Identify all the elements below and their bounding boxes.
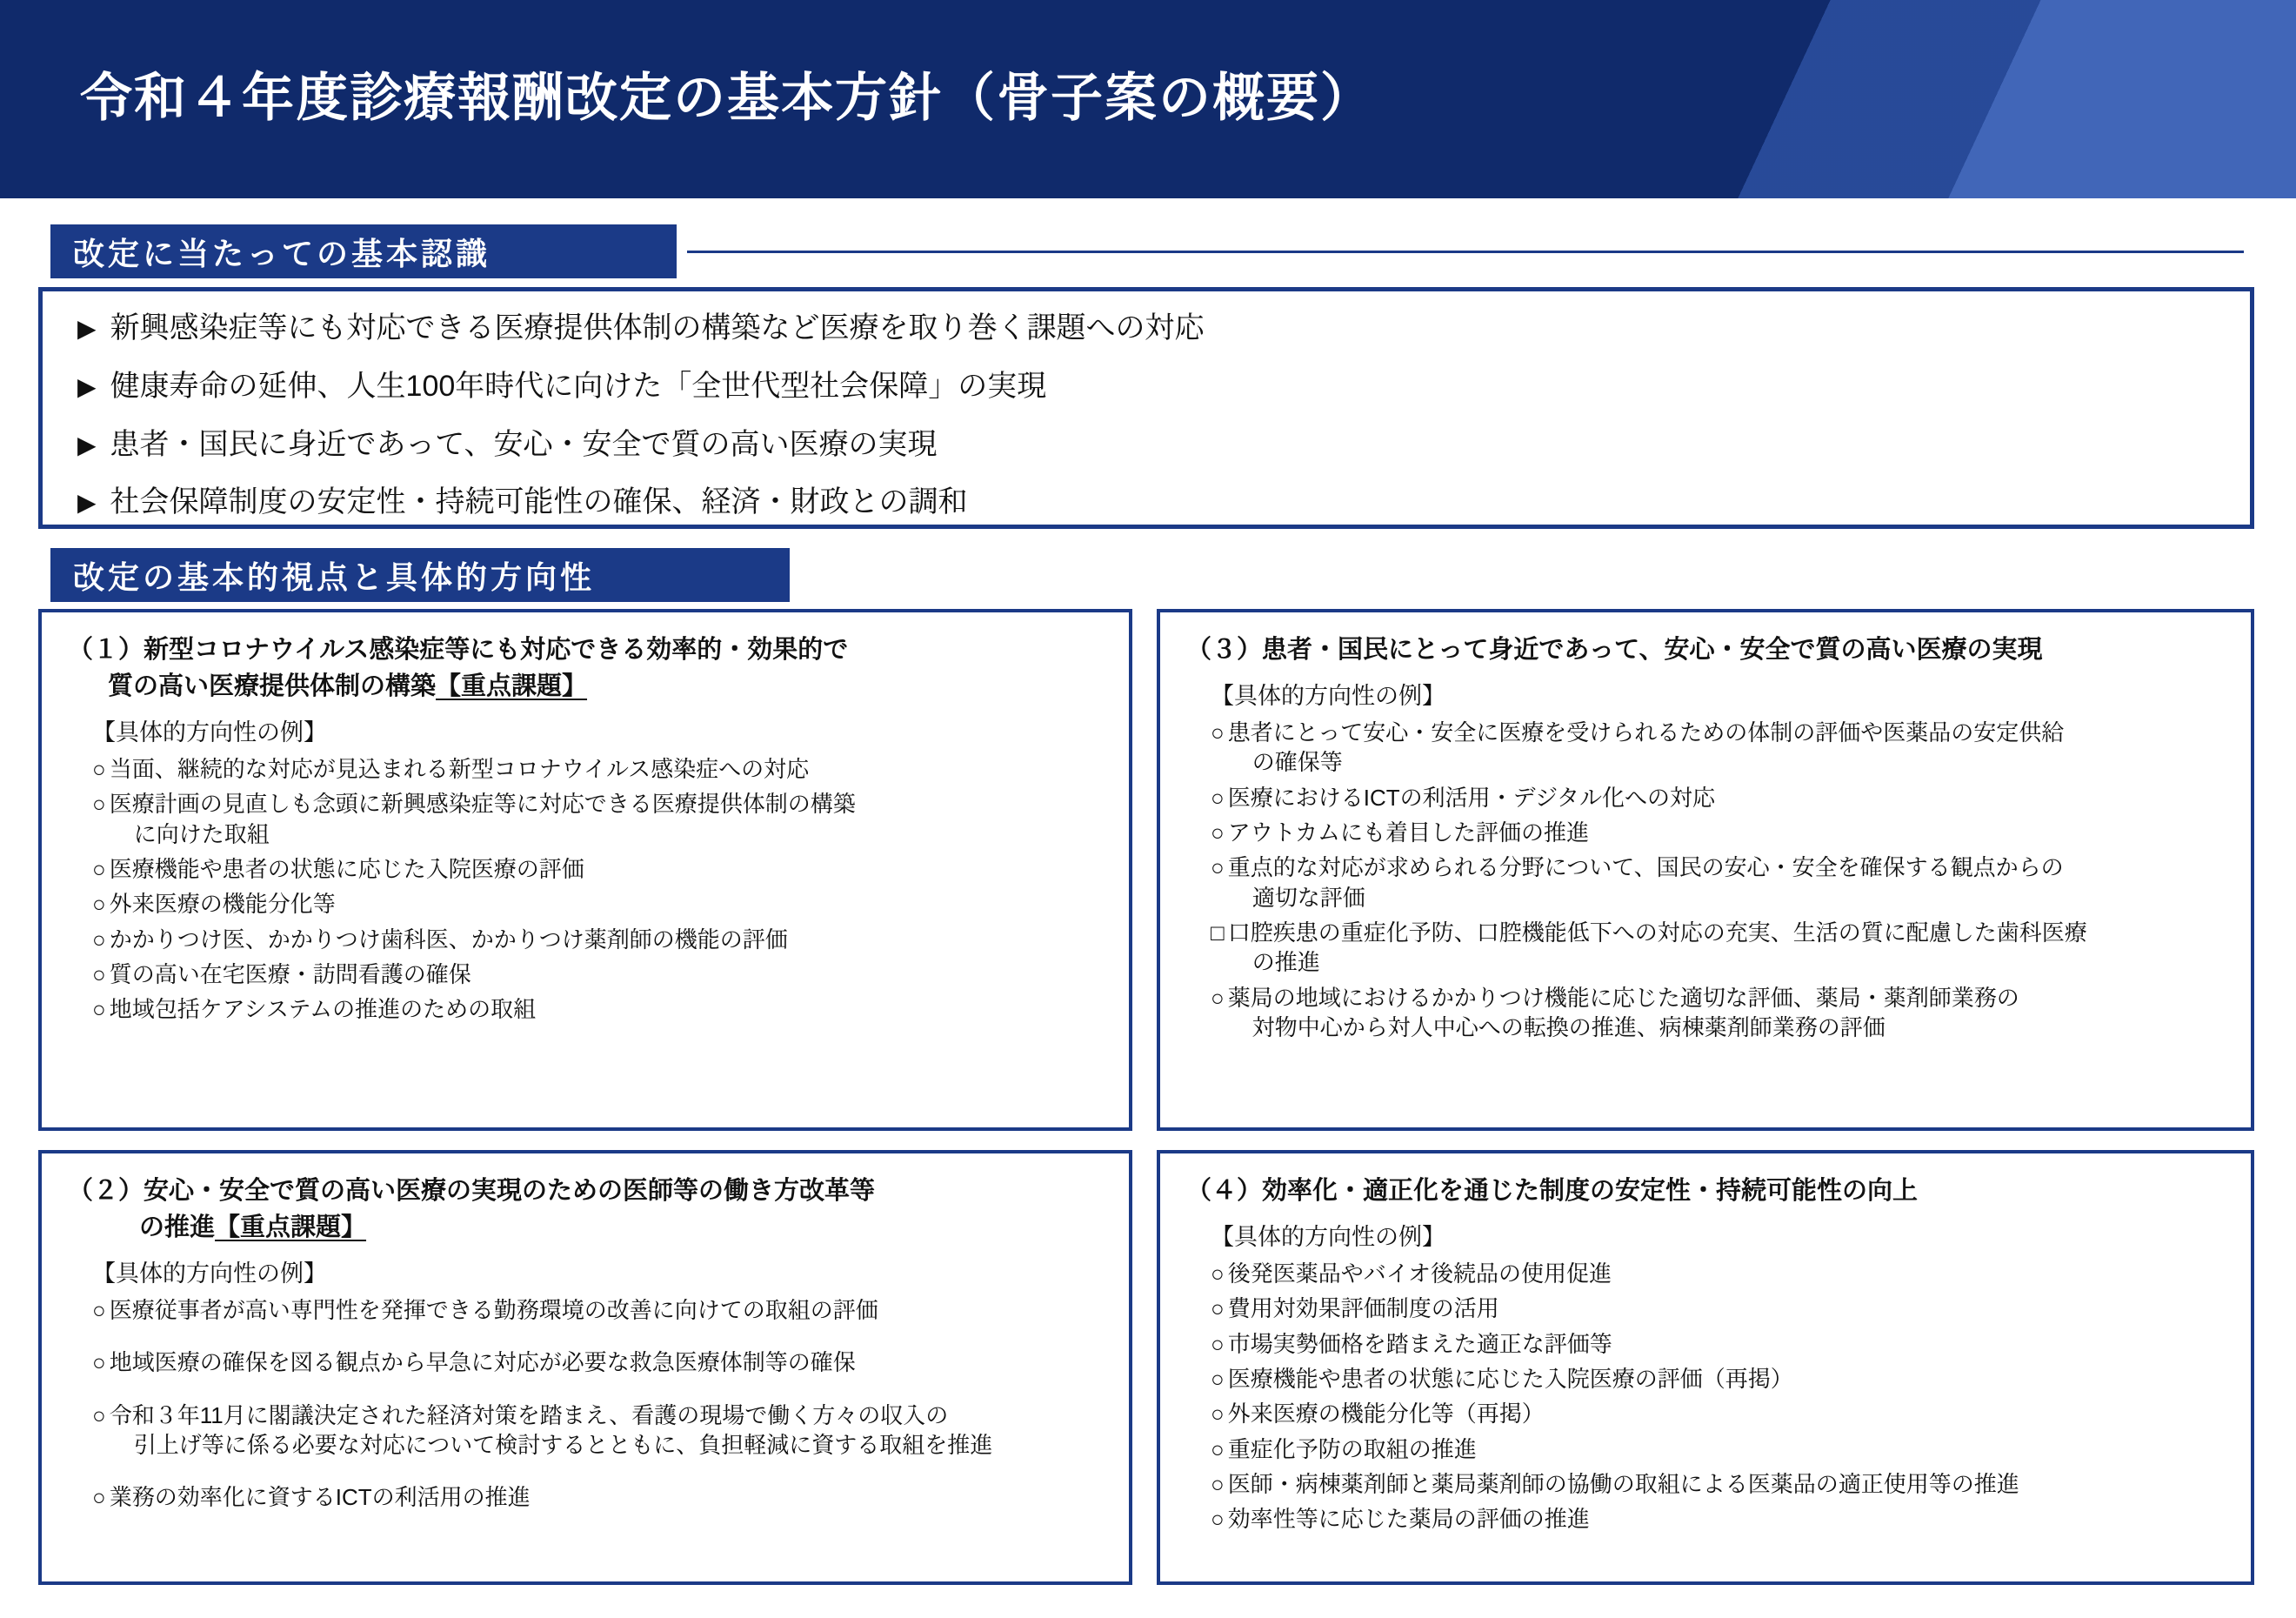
section-heading-basic-recognition: 改定に当たっての基本認識 [50,224,677,278]
examples-label: 【具体的方向性の例】 [1211,683,1445,710]
panel-title [68,632,1106,705]
circle-bullet-icon: ○ [92,756,106,783]
list-item-label: 患者にとって安心・安全に医療を受けられるための体制の評価や医薬品の安定供給 の確保等 [1227,719,2065,776]
list-item [92,994,1106,1024]
list-item-label: アウトカムにも着目した評価の推進 [1227,819,1589,846]
list-item-label: 市場実勢価格を踏まえた適正な評価等 [1227,1330,1612,1357]
list-item [1211,1469,2228,1499]
examples-label: 【具体的方向性の例】 [92,719,327,746]
circle-bullet-icon: ○ [92,1349,106,1376]
circle-bullet-icon: ○ [92,1297,106,1324]
panel-title [1186,1173,2228,1209]
list-item [1211,1294,2228,1323]
list-item [1211,1364,2228,1394]
circle-bullet-icon: ○ [1211,1435,1225,1462]
page-title: 令和４年度診療報酬改定の基本方針（骨子案の概要） [80,69,1374,127]
square-bullet-icon: □ [1211,919,1225,946]
circle-bullet-icon: ○ [92,1401,106,1428]
list-item [1211,718,2228,778]
bullet-list [68,754,1106,1025]
circle-bullet-icon: ○ [92,960,106,987]
list-item-label: 新興感染症等にも対応できる医療提供体制の構築など医療を取り巻く課題への対応 [110,311,1205,344]
list-item [77,369,2215,404]
panel-viewpoint-4 [1157,1150,2254,1585]
list-item-label: 質の高い在宅医療・訪問看護の確保 [109,960,471,987]
list-item-label: 医療従事者が高い専門性を発揮できる勤務環境の改善に向けての取組の評価 [109,1297,878,1324]
list-item-label: 医師・病棟薬剤師と薬局薬剤師の協働の取組による医薬品の適正使用等の推進 [1227,1470,2019,1497]
circle-bullet-icon: ○ [92,891,106,918]
circle-bullet-icon: ○ [92,1484,106,1511]
list-item [92,789,1106,849]
list-item [1211,1504,2228,1534]
list-item [92,854,1106,884]
list-item-label: 医療機能や患者の状態に応じた入院医療の評価 [109,856,584,883]
circle-bullet-icon: ○ [1211,1470,1225,1497]
circle-bullet-icon: ○ [1211,984,1225,1011]
circle-bullet-icon: ○ [1211,854,1225,881]
triangle-bullet-icon: ▶ [77,372,97,400]
list-item-label: 口腔疾患の重症化予防、口腔機能低下への対応の充実、生活の質に配慮した歯科医療 の推進 [1227,919,2087,976]
triangle-bullet-icon: ▶ [77,489,97,517]
circle-bullet-icon: ○ [92,791,106,818]
circle-bullet-icon: ○ [1211,1506,1225,1533]
panel-viewpoint-2 [38,1150,1132,1585]
list-item [1211,1329,2228,1359]
list-item-label: 医療機能や患者の状態に応じた入院医療の評価（再掲） [1227,1365,1793,1392]
bullet-list [1186,718,2228,1042]
panel-viewpoint-1 [38,609,1132,1131]
circle-bullet-icon: ○ [92,856,106,883]
list-item-label: 後発医薬品やバイオ後続品の使用促進 [1227,1260,1612,1287]
list-item-label: 外来医療の機能分化等 [109,891,336,918]
list-item [77,427,2215,463]
list-item-label: 地域医療の確保を図る観点から早急に対応が必要な救急医療体制等の確保 [109,1349,856,1376]
panel-title-line-2: 質の高い医療提供体制の構築【重点課題】 [108,672,588,701]
list-item [92,1482,1106,1512]
panel-title-line-1: （３）患者・国民にとって身近であって、安心・安全で質の高い医療の実現 [1186,636,2043,664]
list-item [92,959,1106,989]
circle-bullet-icon: ○ [1211,719,1225,746]
list-item-label: 業務の効率化に資するICTの利活用の推進 [109,1484,531,1511]
list-item-label: 費用対効果評価制度の活用 [1227,1295,1499,1322]
list-item [1211,852,2228,913]
circle-bullet-icon: ○ [1211,1401,1225,1427]
circle-bullet-icon: ○ [1211,1295,1225,1322]
list-item [77,485,2215,520]
list-item [1211,1259,2228,1288]
examples-label: 【具体的方向性の例】 [92,1260,327,1287]
panel-title-keyword: 【重点課題】 [436,672,588,701]
list-item-label: 社会保障制度の安定性・持続可能性の確保、経済・財政との調和 [110,485,968,519]
circle-bullet-icon: ○ [1211,819,1225,846]
list-item [1211,1434,2228,1464]
circle-bullet-icon: ○ [1211,1330,1225,1357]
section-heading-rule [687,251,2244,253]
panel-title [68,1173,1106,1246]
list-item [92,1295,1106,1325]
triangle-bullet-icon: ▶ [77,315,97,342]
list-item-label: 地域包括ケアシステムの推進のための取組 [109,996,537,1023]
section-heading-basic-viewpoints: 改定の基本的視点と具体的方向性 [50,548,790,602]
list-item [92,889,1106,919]
panel-title-line-2: の推進【重点課題】 [139,1214,367,1242]
list-item-label: 重症化予防の取組の推進 [1227,1435,1477,1462]
list-item-label: 当面、継続的な対応が見込まれる新型コロナウイルス感染症への対応 [109,756,810,783]
list-item [1211,783,2228,812]
circle-bullet-icon: ○ [92,996,106,1023]
list-item-label: 薬局の地域におけるかかりつけ機能に応じた適切な評価、薬局・薬剤師業務の 対物中心から対人中心への転換の推進、病棟薬剤師業務の評価 [1227,984,2019,1040]
basic-recognition-box [38,287,2254,529]
list-item [1211,1399,2228,1428]
list-item-label: 健康寿命の延伸、人生100年時代に向けた「全世代型社会保障」の実現 [110,369,1047,403]
list-item-label: かかりつけ医、かかりつけ歯科医、かかりつけ薬剤師の機能の評価 [109,926,788,953]
circle-bullet-icon: ○ [1211,1365,1225,1392]
list-item [1211,918,2228,978]
panel-title-keyword: 【重点課題】 [215,1214,367,1242]
list-item [77,311,2215,346]
list-item-label: 効率性等に応じた薬局の評価の推進 [1227,1506,1590,1533]
circle-bullet-icon: ○ [1211,1260,1225,1287]
triangle-bullet-icon: ▶ [77,431,97,458]
list-item [1211,983,2228,1043]
list-item [92,925,1106,954]
panel-title-line-1: （２）安心・安全で質の高い医療の実現のための医師等の働き方改革等 [68,1177,876,1205]
list-item-label: 医療計画の見直しも念頭に新興感染症等に対応できる医療提供体制の構築 に向けた取組 [109,791,856,847]
list-item-label: 重点的な対応が求められる分野について、国民の安心・安全を確保する観点からの 適切な評価 [1227,854,2064,911]
list-item [1211,818,2228,847]
panel-title-line-1: （４）効率化・適正化を通じた制度の安定性・持続可能性の向上 [1186,1177,1919,1205]
circle-bullet-icon: ○ [1211,784,1225,811]
list-item [92,754,1106,784]
list-item [92,1347,1106,1377]
panel-viewpoint-3 [1157,609,2254,1131]
panel-title [1186,632,2228,668]
header-decorative-stripe-2 [1809,0,2296,198]
circle-bullet-icon: ○ [92,926,106,953]
list-item-label: 医療におけるICTの利活用・デジタル化への対応 [1227,784,1716,811]
slide-header-band [0,0,2296,198]
list-item [92,1401,1106,1461]
bullet-list [1186,1259,2228,1534]
list-item-label: 外来医療の機能分化等（再掲） [1227,1401,1545,1427]
list-item-label: 令和３年11月に閣議決定された経済対策を踏まえ、看護の現場で働く方々の収入の 引上げ等に係る必要な対応について検討するとともに、負担軽減に資する取組を推進 [109,1401,993,1459]
list-item-label: 患者・国民に身近であって、安心・安全で質の高い医療の実現 [110,427,938,461]
bullet-list [68,1295,1106,1513]
panel-title-line-1: （１）新型コロナウイルス感染症等にも対応できる効率的・効果的で [68,636,849,664]
examples-label: 【具体的方向性の例】 [1211,1224,1445,1251]
